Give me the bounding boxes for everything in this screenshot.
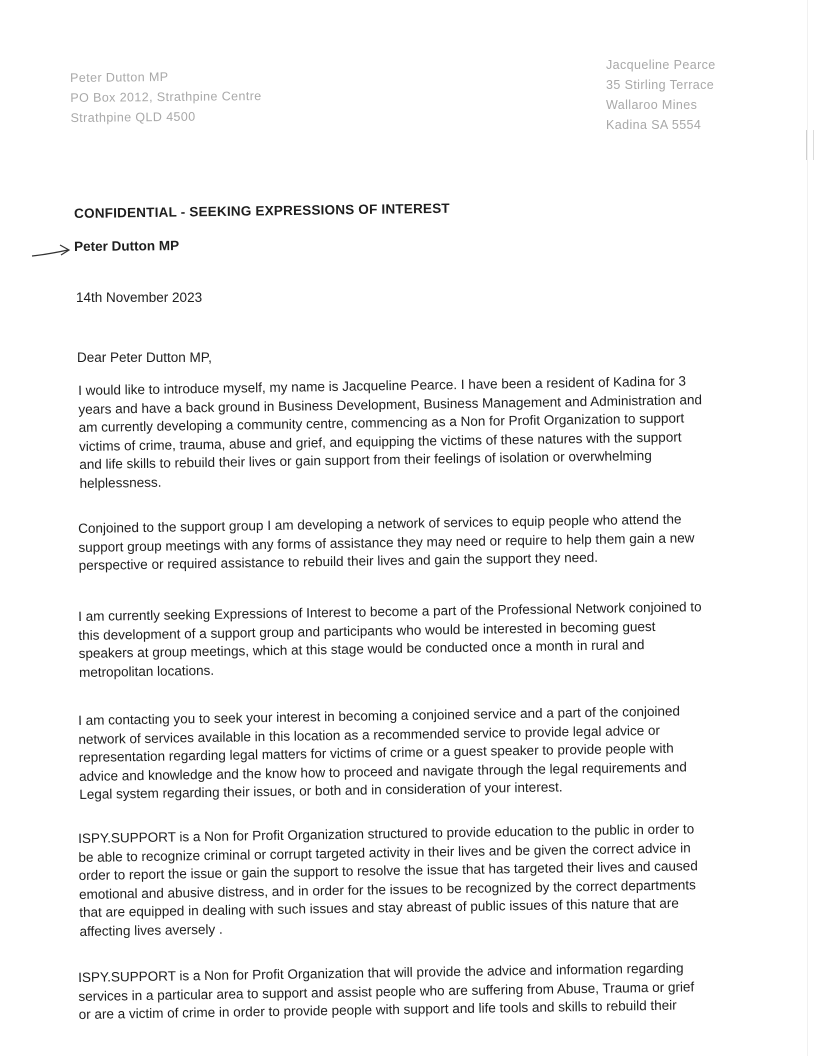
recipient-name: Peter Dutton MP xyxy=(74,238,180,254)
paragraph-line: be able to recognize criminal or corrupt targeted activity in their lives and be given the correct advice in xyxy=(78,839,691,865)
paragraph-line: I am contacting you to seek your interest in becoming a conjoined service and a part of the conjoined xyxy=(78,703,681,728)
paragraph-line: representation regarding legal matters for victims of crime or a guest speaker to provide people with xyxy=(78,740,674,765)
paragraph-line: Legal system regarding their issues, or both and in consideration of your interest. xyxy=(79,779,563,802)
body-paragraph xyxy=(78,958,755,1024)
paragraph-line: that are equipped in dealing with such issues and stay abreast of public issues of this nature that are xyxy=(79,895,679,920)
paragraph-line: perspective or required assistance to rebuild their lives and gain the support they need. xyxy=(78,549,599,573)
paragraph-line: and life skills to rebuild their lives or gain support from their feelings of isolation or overwhelming xyxy=(79,447,652,472)
paragraph-line: services in a particular area to support and assist people who are suffering from Abuse, Trauma or grief xyxy=(78,978,695,1004)
address-line: Strathpine QLD 4500 xyxy=(70,109,196,125)
paragraph-line: advice and knowledge and the know how to proceed and navigate through the legal requirements and xyxy=(78,758,687,784)
paragraph-line: helplessness. xyxy=(79,474,162,491)
paragraph-line: I am currently seeking Expressions of Interest to become a part of the Professional Network conjoined to xyxy=(78,599,702,624)
body-paragraph xyxy=(78,509,755,575)
paragraph-line: years and have a back ground in Business Development, Business Management and Administration and xyxy=(78,391,703,417)
paragraph-line: victims of crime, trauma, abuse and grief, and equipping the victims of these natures with the support xyxy=(78,429,682,454)
address-line: Peter Dutton MP xyxy=(70,69,169,85)
paragraph-line: am currently developing a community centre, commencing as a Non for Profit Organization to support xyxy=(78,410,685,435)
paragraph-line: emotional and abusive distress, and in order for the issues to be recognized by the correct departments xyxy=(78,876,696,902)
paragraph-line: network of services available in this location as a recommended service to provide legal advice or xyxy=(78,722,661,747)
body-paragraph xyxy=(78,701,755,804)
paragraph-line: ISPY.SUPPORT is a Non for Profit Organization that will provide the advice and information regarding xyxy=(78,960,684,985)
paragraph-line: speakers at group meetings, which at this stage would be conducted once a month in rural and xyxy=(78,637,645,661)
paragraph-line: Conjoined to the support group I am developing a network of services to equip people who attend the xyxy=(78,511,682,536)
paragraph-line: or are a victim of crime in order to provide people with support and life tools and skills to rebuild their xyxy=(78,997,677,1022)
paragraph-line: metropolitan locations. xyxy=(78,662,215,680)
address-line: Kadina SA 5554 xyxy=(606,118,702,132)
body-paragraph xyxy=(78,371,756,493)
paragraph-line: I would like to introduce myself, my name is Jacqueline Pearce. I have been a resident of Kadina for 3 xyxy=(78,373,687,398)
paragraph-line: order to report the issue or gain the support to resolve the issue that has targeted their lives and caused xyxy=(78,858,698,883)
address-line: PO Box 2012, Strathpine Centre xyxy=(70,88,262,105)
body-paragraph xyxy=(78,819,756,941)
scan-edge-mark xyxy=(806,130,814,160)
recipient-address-block xyxy=(70,66,262,128)
handwritten-arrow-icon xyxy=(30,242,72,262)
paragraph-line: ISPY.SUPPORT is a Non for Profit Organization structured to provide education to the public in order to xyxy=(78,821,695,846)
address-line: Jacqueline Pearce xyxy=(606,58,716,72)
body-paragraph xyxy=(78,597,755,682)
letter-heading: CONFIDENTIAL - SEEKING EXPRESSIONS OF INTEREST xyxy=(74,200,450,221)
salutation: Dear Peter Dutton MP, xyxy=(77,350,212,365)
paragraph-line: this development of a support group and participants who would be interested in becoming guest xyxy=(78,618,656,643)
letter-date: 14th November 2023 xyxy=(76,290,203,305)
paragraph-line: support group meetings with any forms of assistance they may need or require to help them gain a new xyxy=(78,529,695,555)
paragraph-line: affecting lives aversely . xyxy=(79,921,223,939)
sender-address-block xyxy=(606,55,716,135)
address-line: Wallaroo Mines xyxy=(606,98,698,112)
address-line: 35 Stirling Terrace xyxy=(606,78,715,92)
